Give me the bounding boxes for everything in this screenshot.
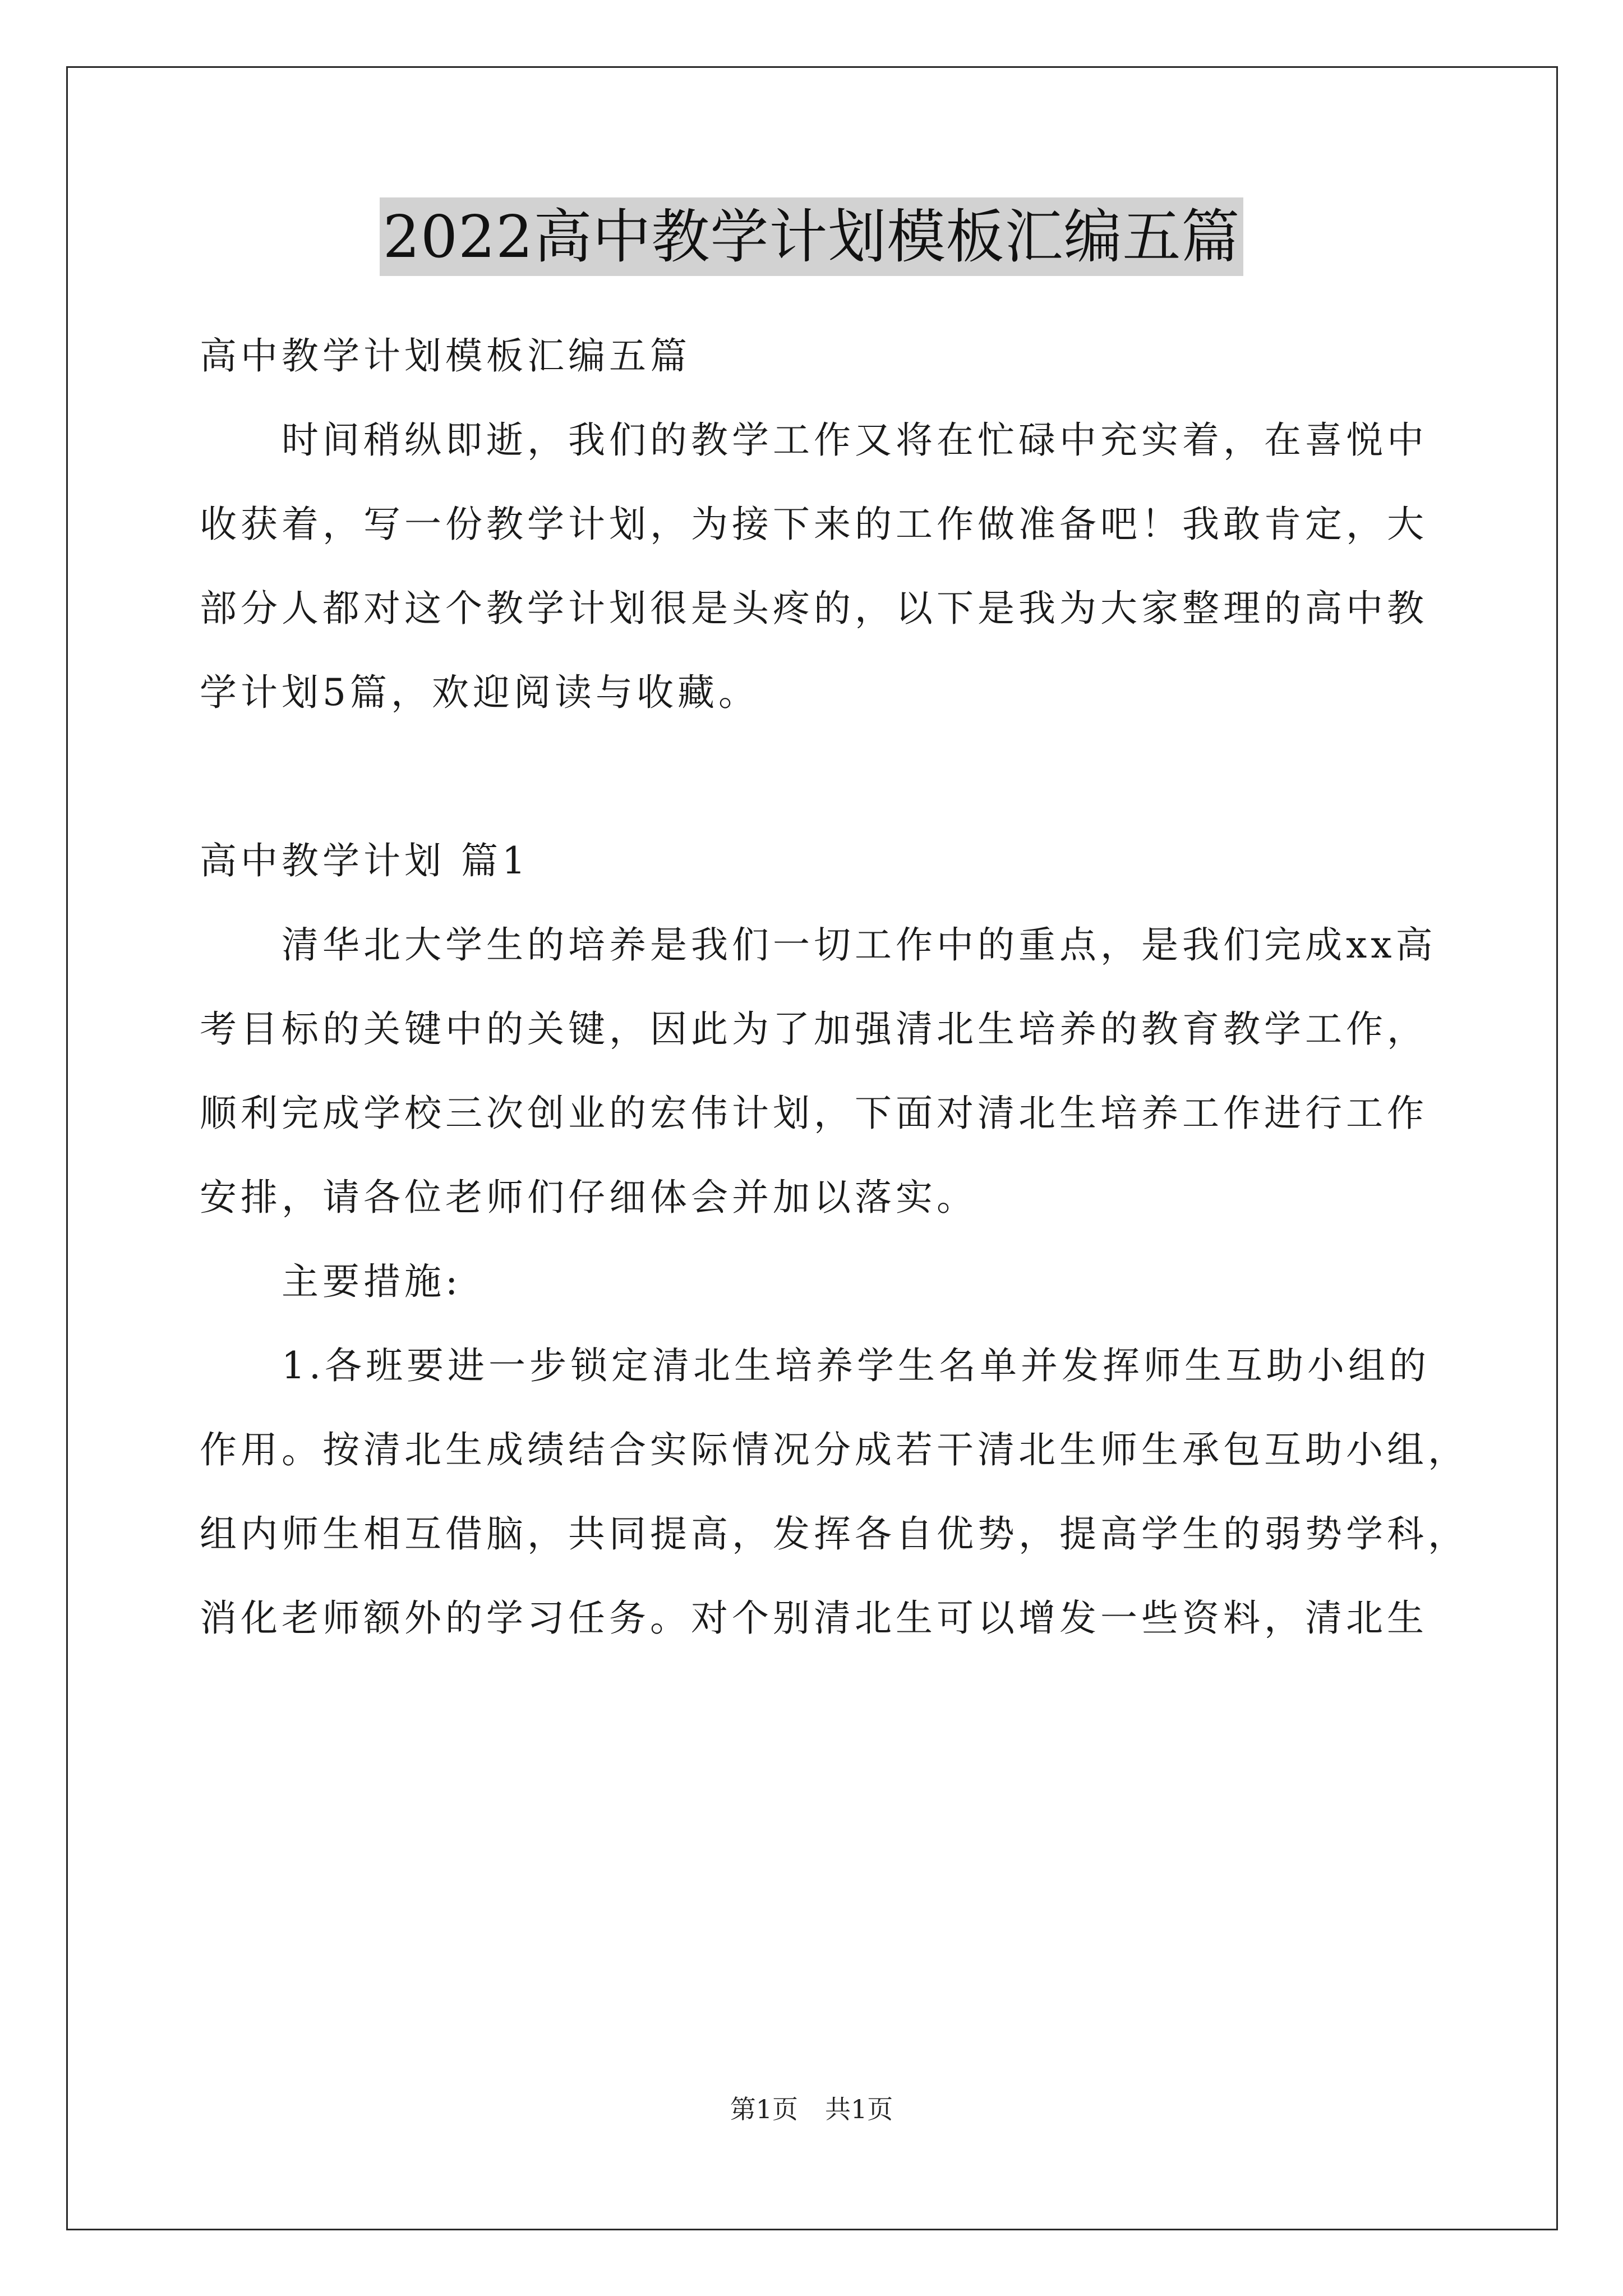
measures-label: 主要措施: [282,1260,462,1303]
document-subtitle: 高中教学计划模板汇编五篇 [200,334,691,378]
para1-line-1: 清华北大学生的培养是我们一切工作中的重点，是我们完成xx高 [282,923,1437,967]
measure1-line-2: 作用。按清北生成绩结合实际情况分成若干清北生师生承包互助小组， [200,1428,1469,1471]
para1-line-3: 顺利完成学校三次创业的宏伟计划，下面对清北生培养工作进行工作 [200,1092,1428,1135]
measure1-line-1: 1.各班要进一步锁定清北生培养学生名单并发挥师生互助小组的 [282,1344,1430,1387]
intro-line-2: 收获着，写一份教学计划，为接下来的工作做准备吧！我敢肯定，大 [200,503,1428,546]
intro-line-3: 部分人都对这个教学计划很是头疼的，以下是我为大家整理的高中教 [200,587,1428,630]
page-number-total: 共1页 [825,2094,893,2124]
para1-line-4: 安排，请各位老师们仔细体会并加以落实。 [200,1176,978,1219]
intro-line-4: 学计划5篇，欢迎阅读与收藏。 [200,671,759,714]
document-body [200,314,1467,1660]
page-footer [0,2092,1623,2126]
measure1-line-4: 消化老师额外的学习任务。对个别清北生可以增发一些资料，清北生 [200,1596,1428,1640]
measure1-line-3: 组内师生相互借脑，共同提高，发挥各自优势，提高学生的弱势学科， [200,1512,1469,1556]
document-title: 2022高中教学计划模板汇编五篇 [380,197,1244,276]
title-container [0,197,1623,276]
page-number-current: 第1页 [730,2094,798,2124]
paragraph-gap [200,735,1467,819]
intro-line-1: 时间稍纵即逝，我们的教学工作又将在忙碌中充实着，在喜悦中 [282,418,1428,462]
section-heading: 高中教学计划 篇1 [200,839,529,882]
para1-line-2: 考目标的关键中的关键，因此为了加强清北生培养的教育教学工作， [200,1007,1428,1051]
